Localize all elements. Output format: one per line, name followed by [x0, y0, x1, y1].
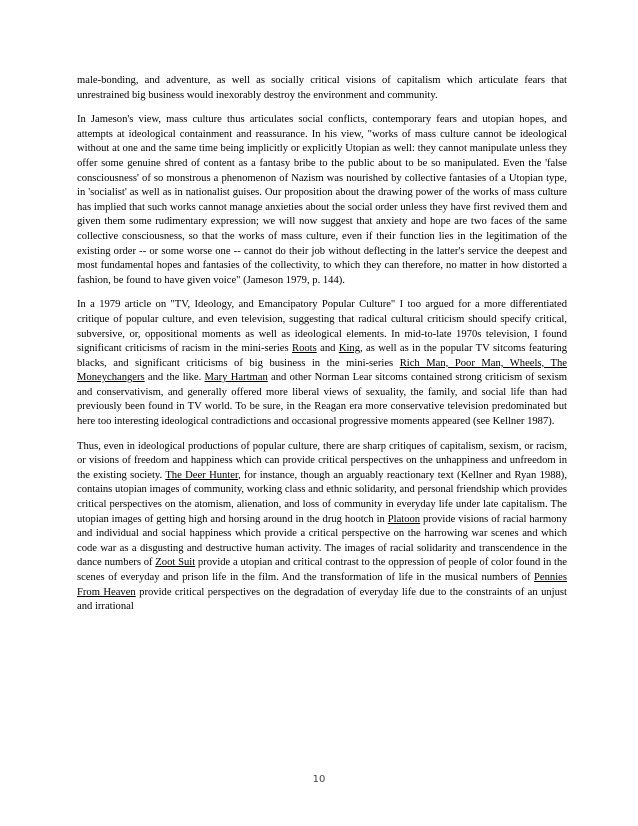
- text-run: and other Norman Lear sitcoms contained strong criticism of sexism and conservativism, and generally offered more liberal views of sexuality, the family, and social life than had previously been found in TV world. To be sure, in the Reagan era more conservative television predominated but here too interesting ideological contradictions and occasional progressive moments appeared (see Kellner 1987).: [77, 372, 567, 428]
- underlined-title: Zoot Suit: [155, 557, 196, 569]
- paragraph: [77, 298, 567, 429]
- text-run: In Jameson's view, mass culture thus articulates social conflicts, contemporary fears and utopian hopes, and attempts at ideological containment and reassurance. In his view, "works of mass culture cannot be ideological without at one and the same time being implicitly or explicitly Utopian as well: they cannot manipulate unless they offer some genuine shred of content as a fantasy bribe to the public about to be so manipulated. Even the 'false consciousness' of so monstrous a phenomenon of Nazism was nourished by collective fantasies of a Utopian type, in 'socialist' as well as in nationalist guises. Our proposition about the drawing power of the works of mass culture has implied that such works cannot manage anxieties about the social order unless they have first revived them and given them some rudimentary expression; we will now suggest that anxiety and hope are two faces of the same collective consciousness, so that the works of mass culture, even if their function lies in the legitimation of the existing order -- or some worse one -- cannot do their job without deflecting in the latter's service the deepest and most fundamental hopes and fantasies of the collectivity, to which they can therefore, no matter in how distorted a fashion, be found to have given voice" (Jameson 1979, p. 144).: [77, 114, 567, 286]
- text-run: male-bonding, and adventure, as well as socially critical visions of capitalism which articulate fears that unrestrained big business would inexorably destroy the environment and community.: [77, 75, 567, 101]
- text-run: Thus, even in ideological productions of popular culture, there are sharp critiques of capitalism, sexism, or racism, or visions of freedom and happiness which can provide critical perspectives on the unhappiness and unfreedom in the existing society.: [77, 440, 567, 481]
- page-number: 10: [312, 774, 326, 785]
- underlined-title: Rich Man, Poor Man, Wheels, The Moneychangers: [77, 357, 567, 384]
- text-run: and: [316, 343, 339, 355]
- text-run: provide critical perspectives on the degradation of everyday life due to the constraints of an unjust and irrational: [77, 586, 567, 613]
- paragraph: [77, 440, 567, 615]
- underlined-title: Platoon: [387, 513, 421, 525]
- text-run: , for instance, though an arguably reactionary text (Kellner and Ryan 1988), contains utopian images of community, working class and ethnic solidarity, and personal friendship which provides critical perspectives on the atomism, alienation, and loss of community in everyday life under late capitalism. The utopian images of getting high and horsing around in the drug hootch in: [77, 469, 567, 525]
- underlined-title: King: [338, 343, 361, 355]
- text-run: , as well as in the popular TV sitcoms featuring blacks, and significant criticisms of big business in the mini-series: [77, 343, 568, 369]
- underlined-title: Mary Hartman: [204, 372, 268, 384]
- underlined-title: Roots: [292, 343, 317, 355]
- paragraph: [77, 74, 567, 103]
- text-run: and the like.: [144, 372, 205, 384]
- text-run: provide visions of racial harmony and individual and social happiness which provide a critical perspective on the harrowing war scenes and which code war as a disgusting and destructive human activity. The images of racial solidarity and transcendence in the dance numbers of: [77, 513, 567, 569]
- underlined-title: The Deer Hunter: [165, 469, 239, 481]
- underlined-title: Pennies From Heaven: [77, 572, 567, 598]
- body-text: [77, 74, 567, 625]
- text-run: provide a utopian and critical contrast to the oppression of people of color found in the scenes of everyday and prison life in the film. And the transformation of life in the musical numbers of: [77, 557, 568, 583]
- text-run: In a 1979 article on "TV, Ideology, and Emancipatory Popular Culture" I too argued for a more differentiated critique of popular culture, and even television, suggesting that radical cultural criticism should specify critical, subversive, or, oppositional moments as well as ideological elements. In mid-to-late 1970s television, I found significant criticisms of racism in the mini-series: [77, 299, 567, 355]
- paragraph: [77, 113, 567, 288]
